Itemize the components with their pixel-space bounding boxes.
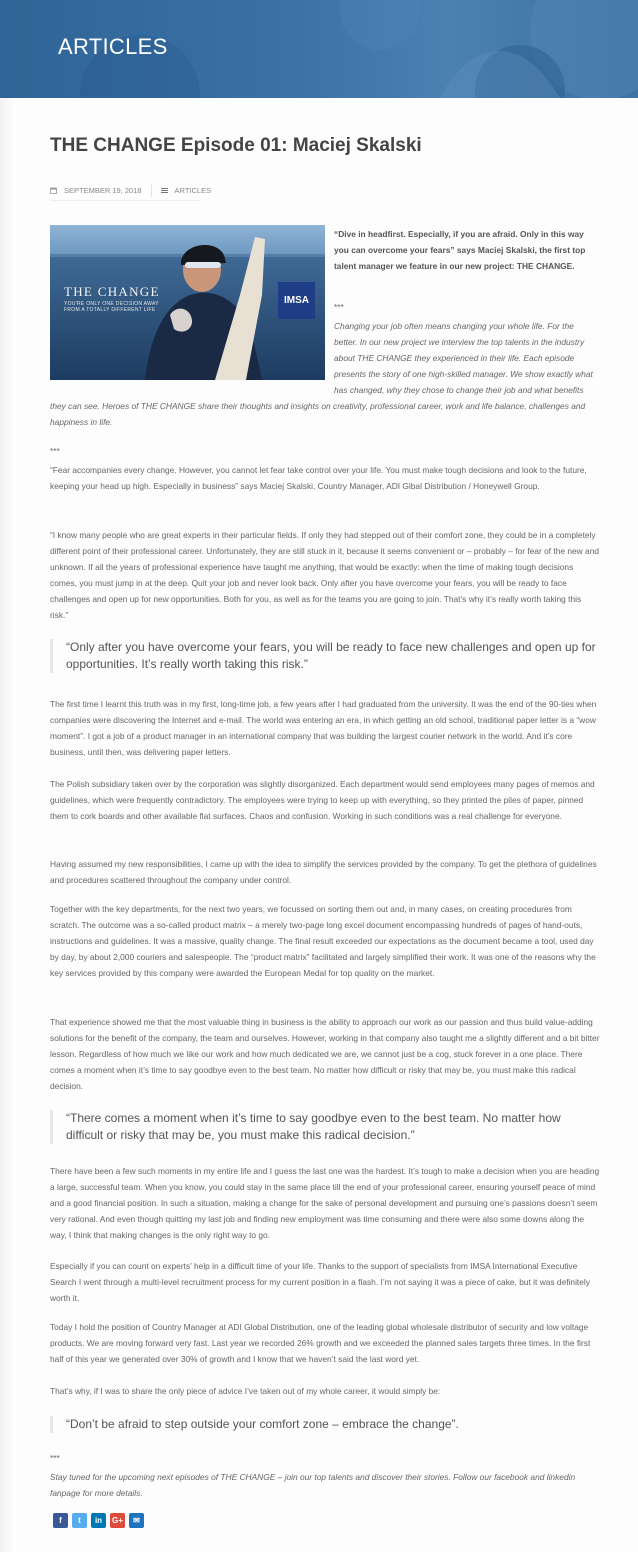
linkedin-icon[interactable]: in (91, 1513, 106, 1528)
intro-text-line: presents the story of one high-skilled manager. We show exactly what (334, 369, 593, 379)
intro-pull-quote: “Dive in headfirst. Especially, if you are afraid. Only in this way you can overcome your fears” says Maciej Skalski, the first top talent manager we feature in our new project: THE CHANGE. (334, 229, 586, 271)
post-category-link[interactable]: ARTICLES (174, 185, 212, 195)
featured-image (50, 225, 325, 380)
calendar-icon (50, 187, 57, 194)
meta-underline (50, 200, 200, 201)
pull-quote: “Don’t be afraid to step outside your comfort zone – embrace the change”. (50, 1416, 600, 1433)
article-paragraph: The Polish subsidiary taken over by the corporation was slightly disorganized. Each department would send employees many pages of memos and guidelines, which were frequently contradictory. The employees were trying to keep up with everything, so they printed the piles of paper, pinned them to cork boards and other available flat surfaces. Chaos and confusion. Working in such conditions was a real challenge for everyone. (50, 779, 595, 821)
article-paragraph: That experience showed me that the most valuable thing in business is the ability to approach our work as our passion and thus build value-adding solutions for the benefit of the company, the team and ourselves. However, working in that company also taught me a slightly different and a bit bitter lesson. Regardless of how much we like our work and how much dedicated we are, we cannot just be a cog, stuck forever in a one place. There comes a moment when it’s time to say goodbye even to the best team. No matter how difficult or risky that may be, you must make this radical decision. (50, 1017, 600, 1091)
meta-divider (151, 184, 152, 197)
intro-text-line: happiness in life. (50, 417, 113, 427)
intro-text-line: they can see. Heroes of THE CHANGE share their thoughts and insights on creativity, professional career, work and life balance, challenges and (50, 401, 586, 411)
intro-text-line: better. In our new project we interview the top talents in the industry (334, 337, 585, 347)
intro-text-line: Changing your job often means changing your whole life. For the (334, 321, 574, 331)
left-edge-shade (0, 98, 14, 1552)
imsa-logo: IMSA (278, 282, 315, 319)
share-buttons (53, 1513, 144, 1528)
twitter-icon[interactable]: t (72, 1513, 87, 1528)
google-plus-icon[interactable]: G+ (110, 1513, 125, 1528)
facebook-icon[interactable]: f (53, 1513, 68, 1528)
post-date: SEPTEMBER 19, 2018 (64, 185, 142, 195)
pull-quote: “Only after you have overcome your fears, you will be ready to face new challenges and open up for opportunities. It’s really worth taking this risk.” (50, 639, 600, 673)
article-paragraph: “Fear accompanies every change. However, you cannot let fear take control over your life. You must make tough decisions and look to the future, keeping your head up high. Especially in business” says Maciej Skalski, Country Manager, ADI Glbal Distribution / Honeywell Group. (50, 465, 587, 491)
featured-image-subtitle: YOU'RE ONLY ONE DECISION AWAY FROM A TOTALLY DIFFERENT LIFE (64, 301, 159, 313)
email-icon[interactable]: ✉ (129, 1513, 144, 1528)
featured-image-title: THE CHANGE (64, 284, 160, 299)
article-paragraph: Together with the key departments, for the next two years, we focussed on sorting them out and, in many cases, on creating procedures from scratch. The outcome was a so-called product matrix – a merely two-page long excel document encompassing hundreds of pages of hand-outs, instructions and guidelines. It was a massive, quality change. The final result exceeded our expectations as the document became a tool, used day by day, by about 2,000 couriers and salespeople. The “product matrix” facilitated and largely simplified their work. It was one of the reasons why the key services provided by this company were awarded the European Medal for top quality on the market. (50, 904, 596, 978)
intro-text-line: has changed, why they chose to change their job and what benefits (334, 385, 584, 395)
page-header-title: ARTICLES (58, 34, 168, 59)
article-paragraph: “I know many people who are great experts in their particular fields. If only they had stepped out of their comfort zone, they could be in a completely different point of their professional career. Unfortunately, they are still stuck in it, because it seems convenient or – probably – for fear of the new and unknown. If all the years of professional experience have taught me anything, that would be exactly: when the time of making tough decisions comes, you must jump in at the deep. Quit your job and never look back. Only after you have overcome your fears, you will be ready to face challenges and open up for new opportunities. Both for you, as well as for the teams you are going to join. That’s why it’s really worth taking this risk.” (50, 530, 600, 620)
intro-separator: *** (334, 302, 344, 312)
post-meta (50, 183, 211, 197)
article-paragraph: The first time I learnt this truth was in my first, long-time job, a few years after I had graduated from the university. It was the end of the 90-ties when companies were discovering the Internet and e-mail. The world was entering an era, in which getting an old school, traditional paper letter is a “wow moment”. I got a job of a product manager in an international company that was building the largest courier network in the world. And it’s core business, until then, was delivering paper letters. (50, 699, 597, 757)
section-separator: *** (50, 1453, 60, 1463)
article-paragraph: Especially if you can count on experts’ help in a difficult time of your life. Thanks to the support of specialists from IMSA International Executive Search I went through a multi-level recruitment process for my current position in a flash. I’m not saying it was a piece of cake, but it was definitely worth it. (50, 1261, 590, 1303)
article-paragraph: Having assumed my new responsibilities, I came up with the idea to simplify the services provided by the company. To get the plethora of guidelines and procedures scattered throughout the company under control. (50, 859, 597, 885)
section-separator: *** (50, 446, 60, 456)
category-list-icon (161, 187, 168, 194)
page-header-banner (0, 0, 638, 98)
intro-text-line: about THE CHANGE they experienced in their life. Each episode (334, 353, 575, 363)
pull-quote: “There comes a moment when it’s time to say goodbye even to the best team. No matter how difficult or risky that may be, you must make this radical decision.” (50, 1110, 600, 1144)
outro-text: Stay tuned for the upcoming next episodes of THE CHANGE – join our top talents and discover their stories. Follow our facebook and linkedin fanpage for more details. (50, 1472, 576, 1498)
post-title: THE CHANGE Episode 01: Maciej Skalski (50, 135, 422, 156)
article-paragraph: That’s why, if I was to share the only piece of advice I’ve taken out of my whole career, it would simply be: (50, 1386, 441, 1396)
article-paragraph: Today I hold the position of Country Manager at ADI Global Distribution, one of the leading global wholesale distributor of security and low voltage products. We are moving forward very fast. Last year we recorded 26% growth and we exceeded the planned sales targets three times. In the first half of this year we generated over 30% of growth and I know that we haven’t said the last word yet. (50, 1322, 591, 1364)
article-paragraph: There have been a few such moments in my entire life and I guess the last one was the hardest. It’s tough to make a decision when you are heading a large, successful team. When you know, you could stay in the same place till the end of your professional career, ensuring yourself peace of mind and a good financial position. In such a situation, making a change for the sake of personal development and pursuing one’s passions doesn’t seem very rational. And even though quitting my last job and finding new employment was time consuming and there were also some downs along the way, I think that making changes is the only right way to go. (50, 1166, 600, 1240)
